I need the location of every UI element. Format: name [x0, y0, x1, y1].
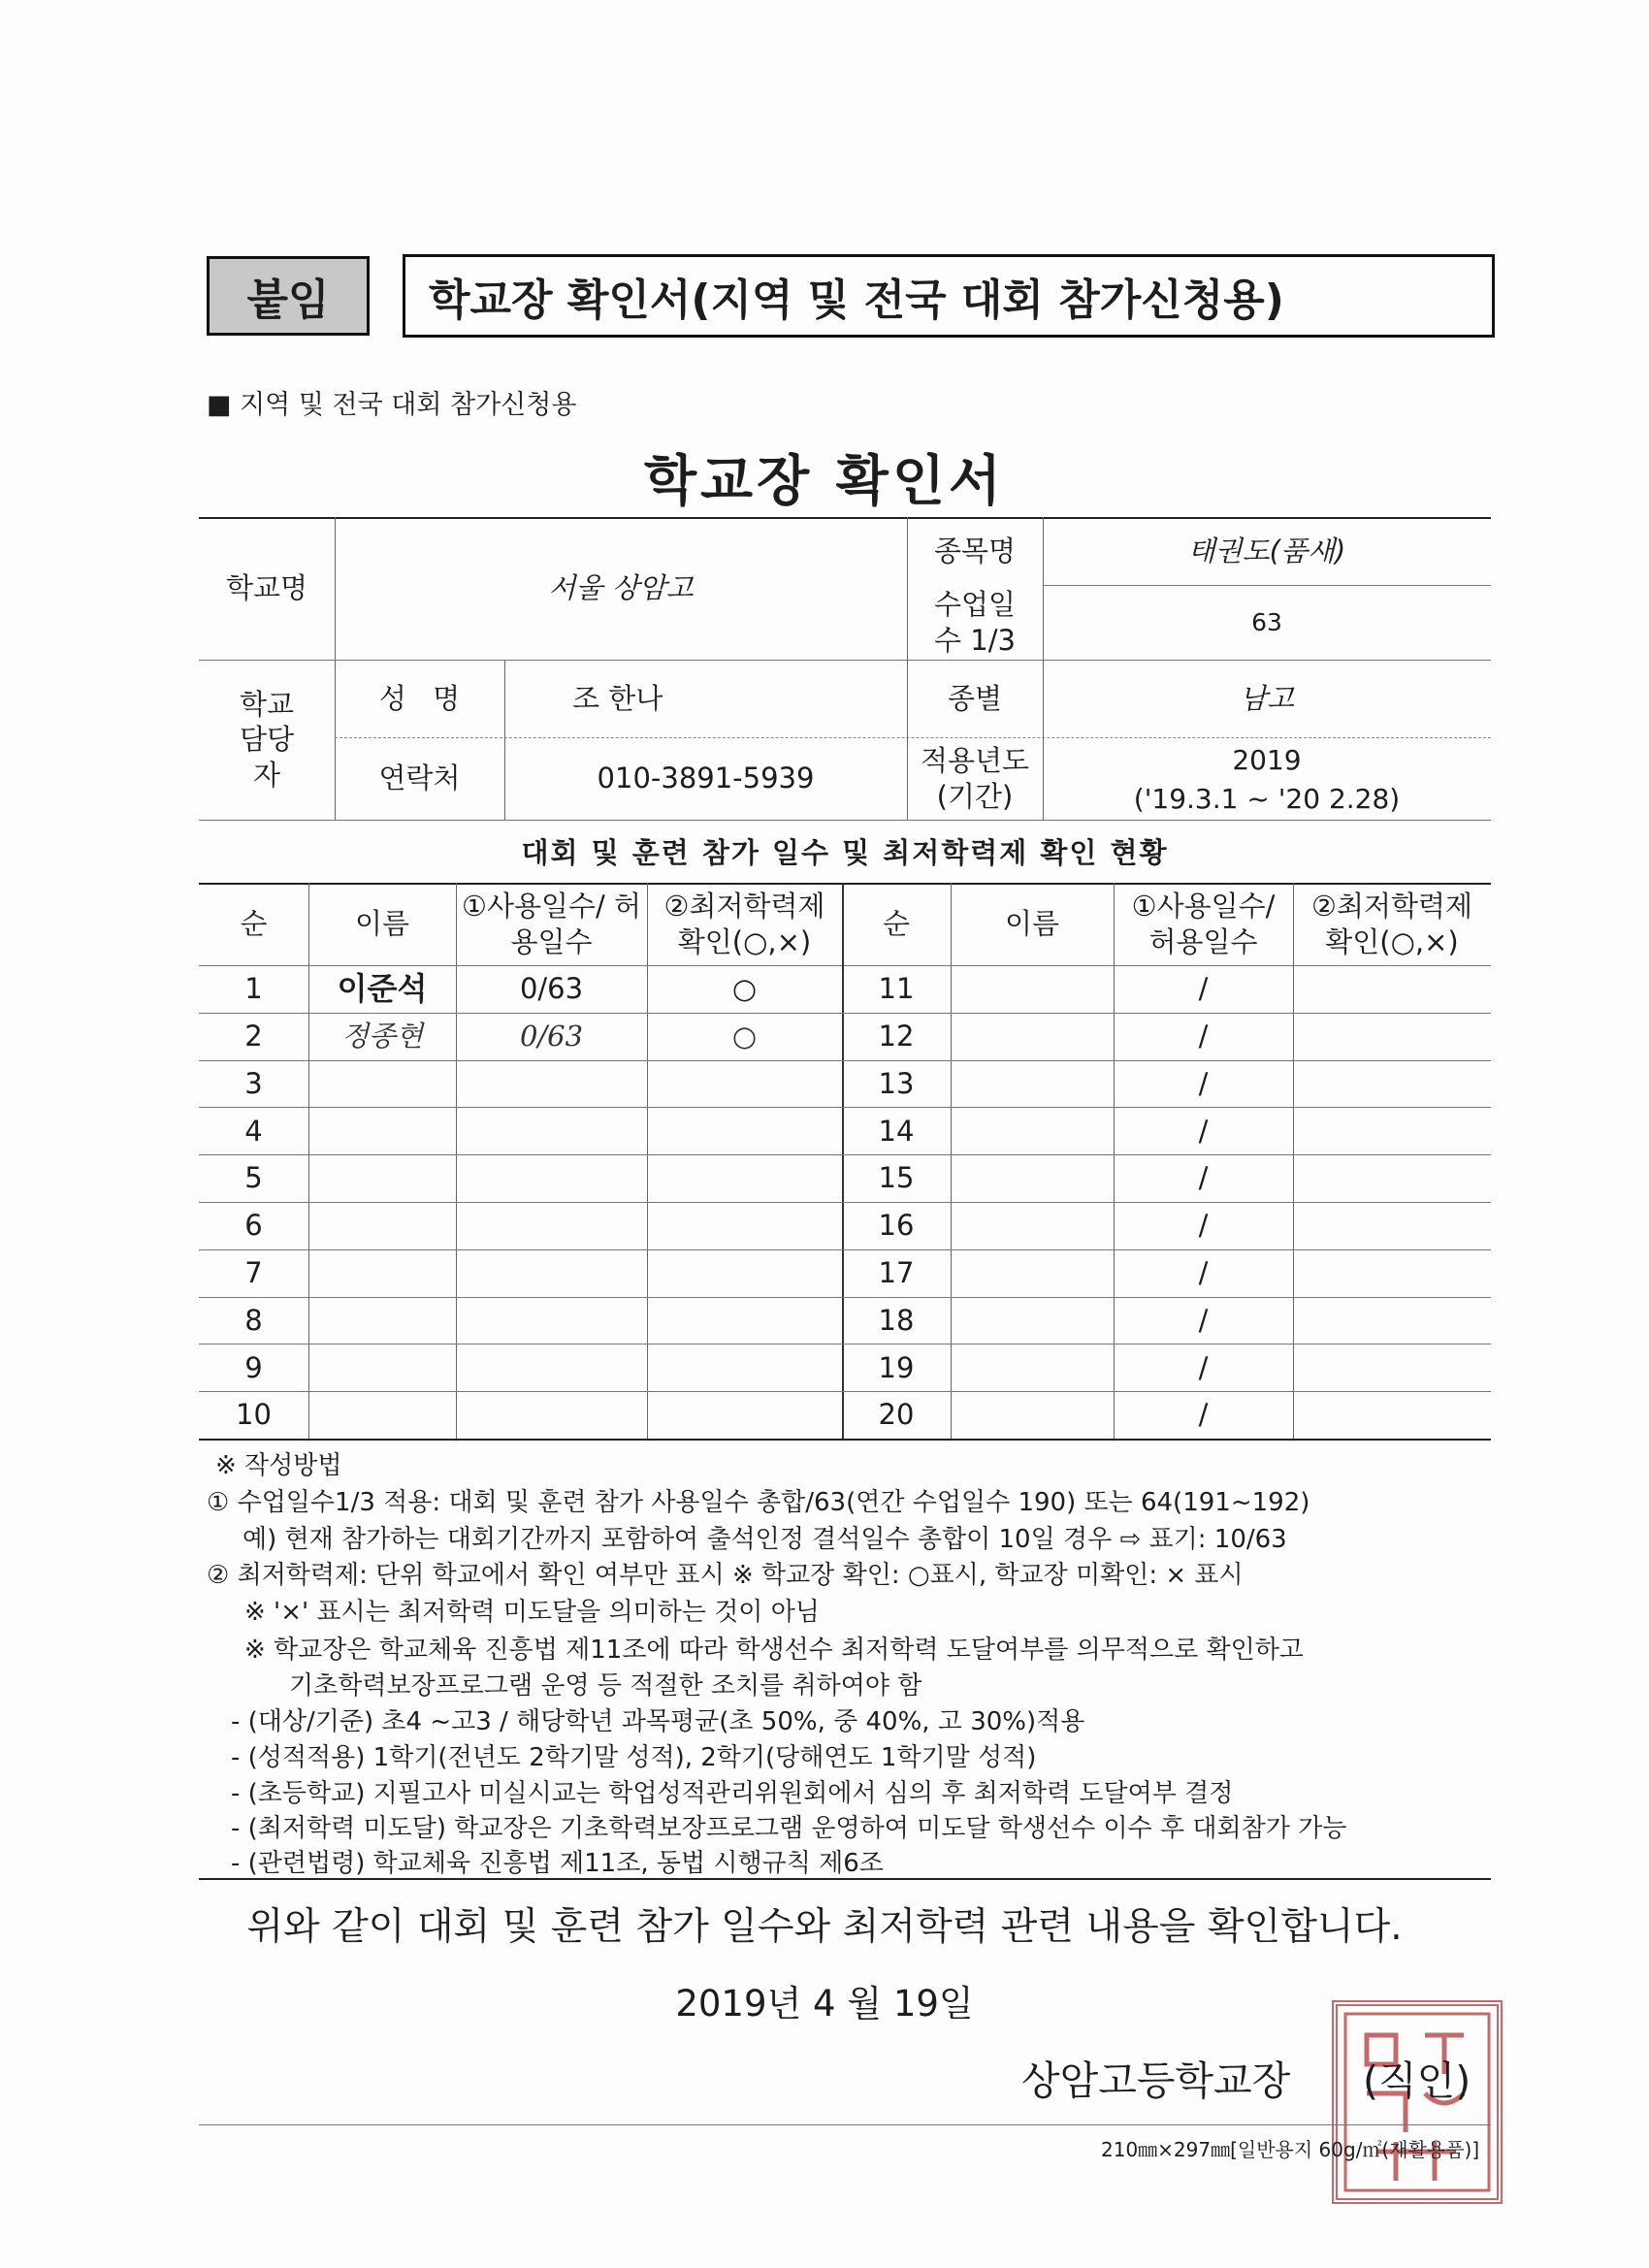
- table-cell-check: ○: [731, 972, 758, 1006]
- note-item: ※ 학교장은 학교체육 진흥법 제11조에 따라 학생선수 최저학력 도달여부를 의무적으로 확인하고: [244, 1636, 1304, 1665]
- table-cell-check: [647, 1391, 842, 1439]
- column-header: 순: [240, 907, 268, 941]
- table-cell-name: 정종현: [340, 1020, 424, 1053]
- table-cell-name: [308, 1107, 456, 1154]
- manager-label: 학교 담당자: [239, 688, 295, 792]
- table-cell-name: [308, 1154, 456, 1202]
- table-cell-no: 6: [244, 1209, 263, 1243]
- table-cell-no: 18: [878, 1303, 915, 1337]
- year-value: 2019: [1232, 743, 1302, 776]
- table-cell-days: /: [1198, 1350, 1209, 1384]
- table-cell-days: [456, 1202, 647, 1249]
- table-cell-no: 17: [878, 1256, 915, 1290]
- table-cell-check: [1293, 965, 1491, 1013]
- table-cell-name: [951, 1154, 1114, 1202]
- column-header: ①사용일수/ 허용일수: [461, 890, 642, 958]
- table-cell-check: [1293, 1391, 1491, 1439]
- table-cell-check: [1293, 1202, 1491, 1249]
- table-cell-no: 2: [244, 1020, 263, 1053]
- table-cell-days: [456, 1154, 647, 1202]
- column-header: ②최저학력제 확인(○,×): [1310, 890, 1473, 958]
- table-cell-name: [308, 1391, 456, 1439]
- table-cell-days: [456, 1249, 647, 1297]
- category-label: 종별: [947, 681, 1003, 715]
- table-cell-no: 13: [878, 1066, 915, 1100]
- note-item: ② 최저학력제: 단위 학교에서 확인 여부만 표시 ※ 학교장 확인: ○표시, 학교장 미확인: × 표시: [207, 1561, 1244, 1590]
- table-cell-name: [951, 1391, 1114, 1439]
- note-item: - (성적적용) 1학기(전년도 2학기말 성적), 2학기(당해연도 1학기말 성적): [231, 1743, 1037, 1772]
- table-cell-name: [951, 1202, 1114, 1249]
- note-item: - (대상/기준) 초4 ~고3 / 해당학년 과목평균(초 50%, 중 40%, 고 30%)적용: [231, 1707, 1085, 1736]
- table-cell-days: /: [1198, 1114, 1209, 1148]
- note-item: - (최저학력 미도달) 학교장은 기초학력보장프로그램 운영하여 미도달 학생선수 이수 후 대회참가 가능: [231, 1814, 1347, 1843]
- table-cell-name: [308, 1060, 456, 1108]
- table-cell-no: 8: [244, 1303, 263, 1337]
- column-header: 순: [882, 907, 910, 941]
- table-cell-check: [647, 1202, 842, 1249]
- table-cell-days: /: [1198, 1066, 1209, 1100]
- attachment-tag: 붙임: [207, 256, 370, 336]
- contact-value: 010-3891-5939: [597, 761, 815, 795]
- table-cell-check: [1293, 1297, 1491, 1345]
- class-days-value: 63: [1251, 607, 1282, 636]
- seal-placeholder: (직인): [1363, 2057, 1471, 2104]
- table-cell-days: [456, 1344, 647, 1391]
- table-cell-check: [1293, 1154, 1491, 1202]
- table-cell-days: [456, 1391, 647, 1439]
- period-value: ('19.3.1 ~ '20 2.28): [1133, 782, 1401, 815]
- table-cell-name: 이준석: [337, 970, 428, 1008]
- notes-heading: ※ 작성방법: [215, 1451, 342, 1480]
- table-cell-check: [1293, 1060, 1491, 1108]
- table-cell-check: [1293, 1249, 1491, 1297]
- table-cell-days: 0/63: [519, 1020, 584, 1053]
- table-cell-name: [308, 1249, 456, 1297]
- sport-label: 종목명: [933, 534, 1017, 567]
- note-item: 기초학력보장프로그램 운영 등 적절한 조치를 취하여야 함: [289, 1671, 922, 1701]
- form-heading: 학교장 확인서(지역 및 전국 대회 참가신청용): [403, 254, 1495, 338]
- note-item: 예) 현재 참가하는 대회기간까지 포함하여 출석인정 결석일수 총합이 10일 경우 ⇨ 표기: 10/63: [242, 1525, 1287, 1554]
- table-cell-days: /: [1198, 1209, 1209, 1243]
- table-cell-name: [951, 1060, 1114, 1108]
- table-cell-check: [647, 1297, 842, 1345]
- name-label: 성 명: [378, 681, 461, 715]
- table-cell-name: [308, 1297, 456, 1345]
- table-cell-days: /: [1198, 1020, 1209, 1053]
- note-item: - (관련법령) 학교체육 진흥법 제11조, 동법 시행규칙 제6조: [231, 1849, 884, 1878]
- table-cell-days: /: [1198, 1398, 1209, 1432]
- table-cell-check: [1293, 1344, 1491, 1391]
- table-cell-no: 16: [878, 1209, 915, 1243]
- column-header: 이름: [354, 907, 410, 941]
- table-cell-no: 14: [878, 1114, 915, 1148]
- table-cell-days: /: [1198, 1161, 1209, 1195]
- table-cell-check: [1293, 1013, 1491, 1060]
- table-cell-no: 20: [878, 1398, 915, 1432]
- table-cell-no: 9: [244, 1350, 263, 1384]
- usage-note: ■ 지역 및 전국 대회 참가신청용: [207, 390, 577, 420]
- column-header: ②최저학력제 확인(○,×): [663, 890, 825, 958]
- principal-signature: 상암고등학교장: [1021, 2057, 1291, 2104]
- column-header: 이름: [1004, 907, 1060, 941]
- table-cell-days: [456, 1297, 647, 1345]
- table-cell-name: [951, 1344, 1114, 1391]
- table-cell-days: [456, 1060, 647, 1108]
- table-cell-no: 15: [878, 1161, 915, 1195]
- column-header: ①사용일수/ 허용일수: [1131, 890, 1276, 958]
- table-cell-name: [308, 1344, 456, 1391]
- table-cell-no: 19: [878, 1350, 915, 1384]
- sport-value: 태권도(품새): [1187, 534, 1346, 567]
- table-cell-check: [647, 1060, 842, 1108]
- table-cell-name: [951, 1297, 1114, 1345]
- table-cell-days: 0/63: [519, 972, 584, 1006]
- table-cell-days: /: [1198, 1256, 1209, 1290]
- table-cell-no: 3: [244, 1066, 263, 1100]
- table-cell-check: [647, 1249, 842, 1297]
- table-cell-no: 4: [244, 1114, 263, 1148]
- year-label: 적용년도 (기간): [920, 744, 1030, 813]
- table-cell-name: [951, 1107, 1114, 1154]
- table-cell-name: [951, 965, 1114, 1013]
- table-cell-no: 12: [878, 1020, 915, 1053]
- status-title: 대회 및 훈련 참가 일수 및 최저학력제 확인 현황: [521, 835, 1169, 869]
- paper-spec: 210㎜×297㎜[일반용지 60g/㎡(재활용품)]: [1101, 2138, 1480, 2161]
- confirmation-statement: 위와 같이 대회 및 훈련 참가 일수와 최저학력 관련 내용을 확인합니다.: [246, 1905, 1403, 1949]
- note-item: ① 수업일수1/3 적용: 대회 및 훈련 참가 사용일수 총합/63(연간 수업일수 190) 또는 64(191~192): [207, 1488, 1310, 1517]
- note-item: ※ '×' 표시는 최저학력 미도달을 의미하는 것이 아님: [244, 1598, 820, 1627]
- table-cell-days: /: [1198, 972, 1209, 1006]
- school-name-label: 학교명: [225, 571, 308, 605]
- table-cell-name: [951, 1013, 1114, 1060]
- table-cell-check: [647, 1154, 842, 1202]
- table-cell-check: ○: [731, 1020, 758, 1053]
- table-cell-days: /: [1198, 1303, 1209, 1337]
- table-cell-no: 10: [236, 1398, 272, 1432]
- table-cell-name: [308, 1202, 456, 1249]
- table-cell-check: [647, 1107, 842, 1154]
- manager-name: 조 한나: [572, 681, 663, 715]
- contact-label: 연락처: [378, 761, 461, 795]
- table-cell-days: [456, 1107, 647, 1154]
- school-name-value: 서울 상암고: [548, 571, 694, 605]
- table-cell-no: 11: [878, 972, 915, 1006]
- table-cell-no: 7: [244, 1256, 263, 1290]
- note-item: - (초등학교) 지필고사 미실시교는 학업성적관리위원회에서 심의 후 최저학력 도달여부 결정: [231, 1779, 1234, 1808]
- category-value: 남고: [1239, 681, 1295, 715]
- class-days-label: 수업일수 1/3: [933, 588, 1017, 657]
- table-cell-check: [1293, 1107, 1491, 1154]
- table-cell-no: 5: [244, 1161, 263, 1195]
- document-title: 학교장 확인서: [643, 450, 1006, 513]
- table-cell-no: 1: [244, 972, 263, 1006]
- table-cell-check: [647, 1344, 842, 1391]
- confirmation-date: 2019년 4 월 19일: [675, 1983, 974, 2025]
- table-cell-name: [951, 1249, 1114, 1297]
